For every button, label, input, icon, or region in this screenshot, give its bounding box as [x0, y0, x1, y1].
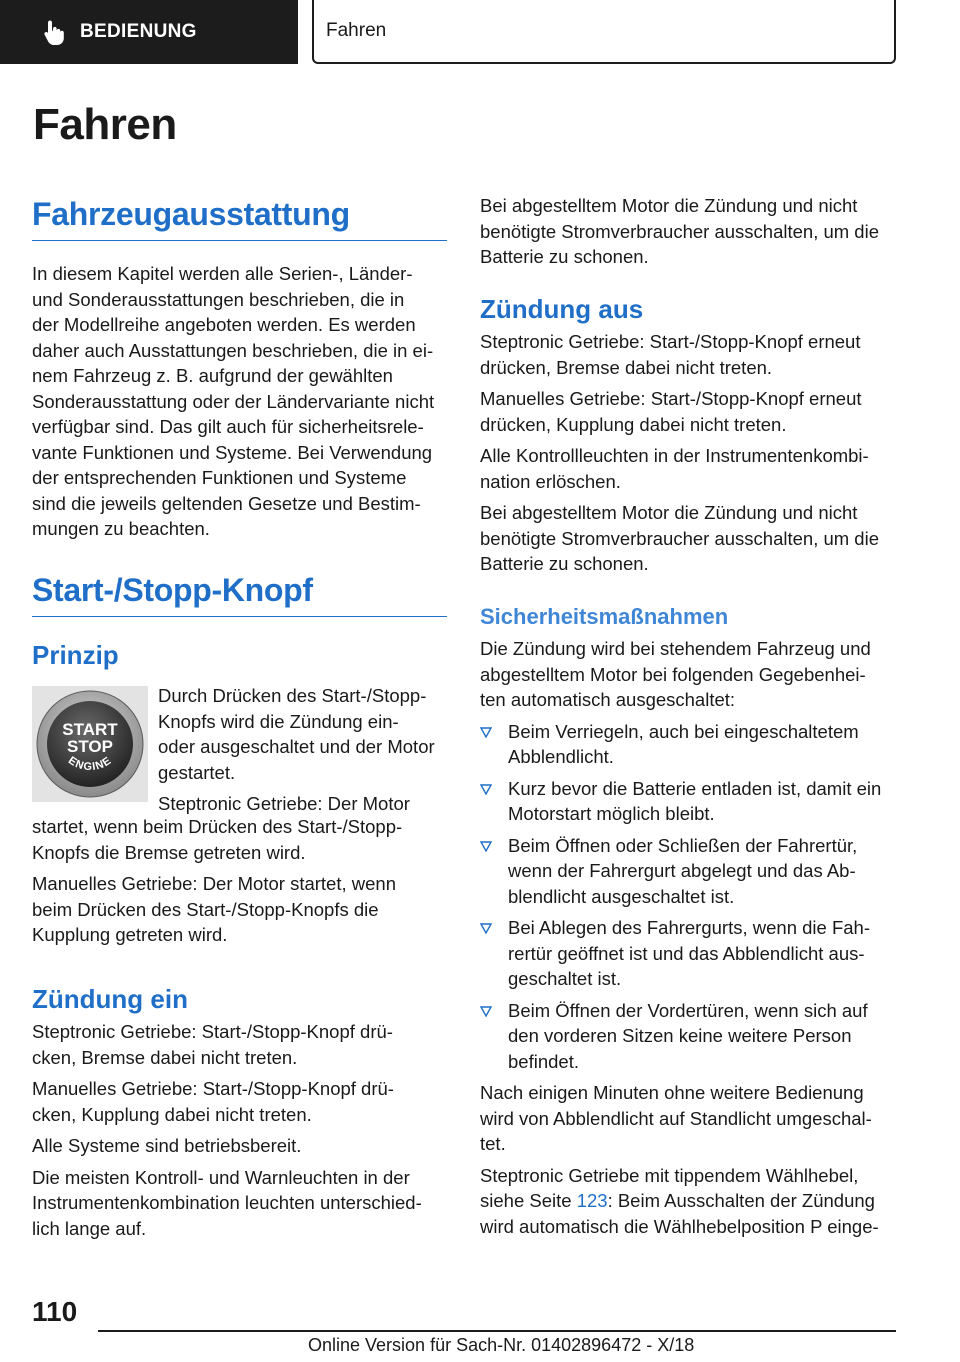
- paragraph-fahrzeugausstattung: In diesem Kapitel werden alle Serien-, Länder- und Sonderausstattungen beschrieben, die in der Modellreihe angeboten werden. Es werden daher auch Ausstattungen beschrieben, die in ei- nem Fahrzeug z. B. aufgrund der gewählten Sonderausstattung oder der Ländervariante nicht verfügbar sind. Das gilt auch für sicherheitsrele- vante Funktionen und Systeme. Bei Verwendung der entsprechenden Funktionen und Systeme sind die jeweils geltenden Gesetze und Bestim- mungen zu beachten.: [32, 263, 435, 539]
- prinzip-paragraph-1: Durch Drücken des Start-/Stopp- Knopfs wird die Zündung ein- oder ausgeschaltet und der Motor gestartet. Steptronic Getriebe: Der Motor: [158, 685, 435, 814]
- triangle-bullet-icon: [480, 727, 492, 738]
- footer-divider: [98, 1330, 896, 1332]
- safety-list: [480, 719, 896, 1075]
- hand-pointer-icon: [42, 19, 66, 45]
- chapter-label: Fahren: [326, 20, 387, 41]
- list-item: Beim Öffnen der Vordertüren, wenn sich auf den vorderen Sitzen keine weitere Person befindet.: [480, 998, 896, 1075]
- section-start-stopp: [32, 572, 447, 617]
- triangle-bullet-icon: [480, 923, 492, 934]
- list-item: Beim Öffnen oder Schließen der Fahrertür, wenn der Fahrergurt abgelegt und das Ab- blendlicht ausgeschaltet ist.: [480, 833, 896, 910]
- heading-start-stopp-knopf: Start-/Stopp-Knopf: [32, 572, 447, 617]
- list-item: Bei Ablegen des Fahrergurts, wenn die Fah- rertür geöffnet ist und das Abblendlicht aus- geschaltet ist.: [480, 915, 896, 992]
- section-sicherheitsmassnahmen: Sicherheitsmaßnahmen Die Zündung wird bei stehendem Fahrzeug und abgestelltem Motor bei folgenden Gegebenhei- ten automatisch ausgeschaltet: Beim Verriegeln, auch bei eingeschaltetem Abblendlicht. Kurz bevor die Batterie entladen ist, damit ein Motorstart möglich bleibt. Beim Öffnen oder Schließen der Fahrertür, wenn der Fahrergurt abgelegt und das Ab- blendlicht ausgeschaltet ist. Bei Ablegen des Fahrergurts, wenn die Fah- rertür geöffnet ist und das Abblendlicht aus- geschaltet ist. Beim Öffnen der Vordertüren, wenn sich auf den vorderen Sitzen keine weitere Person befindet. Nach einigen Minuten ohne weitere Bedienung wird von Abblendlicht auf Standlicht umgeschal- tet. Steptronic Getriebe mit tippendem Wählhebel, siehe Seite 123: Beim Ausschalten der Zündung wird automatisch die Wählhebelposition P einge-: [480, 604, 896, 1245]
- page-number: 110: [32, 1296, 78, 1327]
- section-label: BEDIENUNG: [80, 21, 197, 42]
- section-fahrzeugausstattung: [32, 196, 447, 548]
- heading-prinzip: Prinzip: [32, 640, 119, 670]
- heading-sicherheitsmassnahmen: Sicherheitsmaßnahmen: [480, 604, 729, 629]
- heading-fahrzeugausstattung: Fahrzeugausstattung: [32, 196, 447, 241]
- svg-text:STOP: STOP: [67, 737, 113, 756]
- section-zuendung-ein: Zündung ein Steptronic Getriebe: Start-/Stopp-Knopf drü- cken, Bremse dabei nicht treten. Manuelles Getriebe: Start-/Stopp-Knopf drü- cken, Kupplung dabei nicht treten. Alle Systeme sind betriebsbereit. Die meisten Kontroll- und Warnleuchten in der Instrumentenkombination leuchten unterschied- lich lange auf.: [32, 984, 448, 1247]
- page-link-123[interactable]: 123: [576, 1190, 608, 1211]
- heading-zuendung-ein: Zündung ein: [32, 984, 188, 1014]
- section-zuendung-aus: Zündung aus Steptronic Getriebe: Start-/Stopp-Knopf erneut drücken, Bremse dabei nicht treten. Manuelles Getriebe: Start-/Stopp-Knopf erneut drücken, Kupplung dabei nicht treten. Alle Kontrollleuchten in der Instrumentenkombi- nation erlöschen. Bei abgestelltem Motor die Zündung und nicht benötigte Stromverbraucher ausschalten, um die Batterie zu schonen.: [480, 294, 896, 583]
- heading-zuendung-aus: Zündung aus: [480, 294, 644, 324]
- header-section-tab: [0, 0, 298, 64]
- footer-version-text: Online Version für Sach-Nr. 01402896472 - X/18: [308, 1335, 695, 1355]
- triangle-bullet-icon: [480, 784, 492, 795]
- start-stop-engine-icon: [32, 686, 148, 802]
- start-stop-button-image: [32, 686, 148, 802]
- triangle-bullet-icon: [480, 841, 492, 852]
- prinzip-paragraph-2: startet, wenn beim Drücken des Start-/Stopp- Knopfs die Bremse getreten wird. Manuelles Getriebe: Der Motor startet, wenn beim Drücken des Start-/Stopp-Knopfs die Kupplung getreten wird.: [32, 816, 403, 945]
- list-item: Beim Verriegeln, auch bei eingeschaltetem Abblendlicht.: [480, 719, 896, 770]
- list-item: Kurz bevor die Batterie entladen ist, damit ein Motorstart möglich bleibt.: [480, 776, 896, 827]
- page-title: Fahren: [33, 100, 177, 149]
- triangle-bullet-icon: [480, 1006, 492, 1017]
- intro-paragraph: Bei abgestelltem Motor die Zündung und nicht benötigte Stromverbraucher ausschalten, um die Batterie zu schonen.: [480, 195, 879, 267]
- svg-text:START: START: [62, 720, 118, 739]
- header-chapter-tab: [312, 0, 896, 64]
- svg-text:ENGINE: ENGINE: [65, 754, 115, 774]
